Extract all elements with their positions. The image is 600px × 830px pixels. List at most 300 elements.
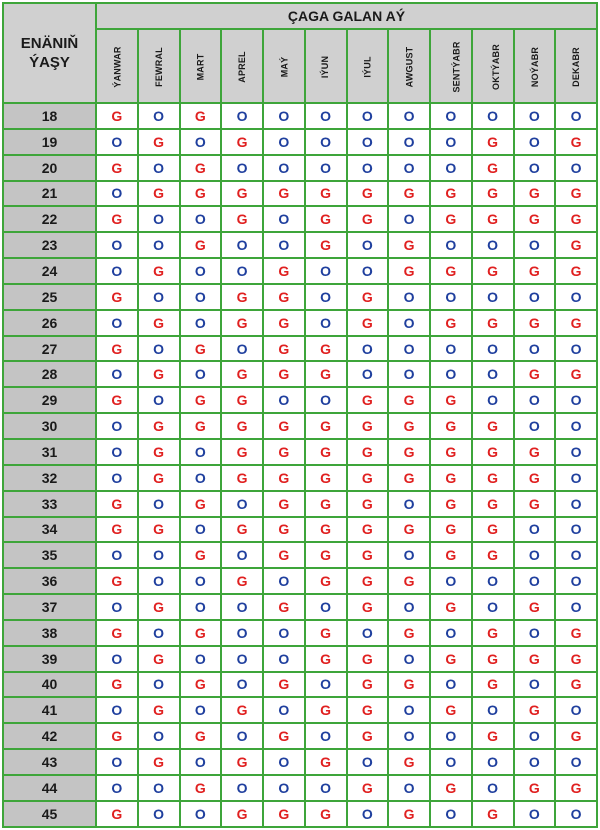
girl-mark-cell: G — [263, 258, 305, 284]
boy-mark-cell: O — [472, 232, 514, 258]
girl-mark-cell: G — [347, 310, 389, 336]
girl-mark-cell: G — [221, 387, 263, 413]
boy-mark-cell: O — [96, 361, 138, 387]
girl-mark-cell: G — [305, 336, 347, 362]
table-row — [3, 465, 597, 491]
boy-mark-cell: O — [180, 439, 222, 465]
girl-mark-cell: G — [138, 310, 180, 336]
table-row — [3, 568, 597, 594]
girl-mark-cell: G — [514, 439, 556, 465]
mother-age-cell: 41 — [3, 697, 96, 723]
boy-mark-cell: O — [472, 594, 514, 620]
boy-mark-cell: O — [388, 103, 430, 129]
boy-mark-cell: O — [430, 620, 472, 646]
girl-mark-cell: G — [180, 775, 222, 801]
boy-mark-cell: O — [347, 232, 389, 258]
boy-mark-cell: O — [555, 465, 597, 491]
girl-mark-cell: G — [472, 801, 514, 827]
mother-age-cell: 33 — [3, 491, 96, 517]
table-row — [3, 749, 597, 775]
boy-mark-cell: O — [555, 491, 597, 517]
girl-mark-cell: G — [138, 465, 180, 491]
girl-mark-cell: G — [430, 387, 472, 413]
girl-mark-cell: G — [388, 413, 430, 439]
girl-mark-cell: G — [555, 258, 597, 284]
boy-mark-cell: O — [138, 542, 180, 568]
girl-mark-cell: G — [472, 491, 514, 517]
table-row — [3, 206, 597, 232]
girl-mark-cell: G — [347, 672, 389, 698]
girl-mark-cell: G — [514, 594, 556, 620]
boy-mark-cell: O — [388, 594, 430, 620]
girl-mark-cell: G — [96, 336, 138, 362]
girl-mark-cell: G — [430, 465, 472, 491]
boy-mark-cell: O — [555, 517, 597, 543]
chart-body — [3, 103, 597, 827]
girl-mark-cell: G — [347, 491, 389, 517]
mother-age-cell: 22 — [3, 206, 96, 232]
boy-mark-cell: O — [430, 749, 472, 775]
boy-mark-cell: O — [96, 775, 138, 801]
girl-mark-cell: G — [472, 310, 514, 336]
girl-mark-cell: G — [305, 465, 347, 491]
mother-age-cell: 26 — [3, 310, 96, 336]
boy-mark-cell: O — [263, 387, 305, 413]
girl-mark-cell: G — [514, 697, 556, 723]
boy-mark-cell: O — [347, 620, 389, 646]
boy-mark-cell: O — [472, 775, 514, 801]
girl-mark-cell: G — [347, 284, 389, 310]
girl-mark-cell: G — [430, 181, 472, 207]
girl-mark-cell: G — [96, 491, 138, 517]
boy-mark-cell: O — [180, 310, 222, 336]
table-row — [3, 594, 597, 620]
girl-mark-cell: G — [180, 103, 222, 129]
boy-mark-cell: O — [221, 103, 263, 129]
girl-mark-cell: G — [263, 310, 305, 336]
boy-mark-cell: O — [221, 594, 263, 620]
table-row — [3, 646, 597, 672]
month-header — [96, 29, 138, 103]
girl-mark-cell: G — [472, 672, 514, 698]
girl-mark-cell: G — [305, 206, 347, 232]
mother-age-cell: 39 — [3, 646, 96, 672]
girl-mark-cell: G — [430, 697, 472, 723]
girl-mark-cell: G — [305, 361, 347, 387]
girl-mark-cell: G — [472, 181, 514, 207]
girl-mark-cell: G — [180, 232, 222, 258]
boy-mark-cell: O — [221, 336, 263, 362]
boy-mark-cell: O — [138, 336, 180, 362]
mother-age-cell: 29 — [3, 387, 96, 413]
boy-mark-cell: O — [305, 310, 347, 336]
month-label: IÝUN — [320, 55, 331, 79]
mother-age-cell: 30 — [3, 413, 96, 439]
table-row — [3, 387, 597, 413]
boy-mark-cell: O — [514, 232, 556, 258]
girl-mark-cell: G — [305, 413, 347, 439]
boy-mark-cell: O — [388, 542, 430, 568]
girl-mark-cell: G — [555, 206, 597, 232]
boy-mark-cell: O — [430, 103, 472, 129]
boy-mark-cell: O — [388, 775, 430, 801]
girl-mark-cell: G — [138, 361, 180, 387]
girl-mark-cell: G — [263, 672, 305, 698]
boy-mark-cell: O — [430, 129, 472, 155]
girl-mark-cell: G — [472, 155, 514, 181]
girl-mark-cell: G — [430, 542, 472, 568]
girl-mark-cell: G — [514, 646, 556, 672]
boy-mark-cell: O — [96, 465, 138, 491]
girl-mark-cell: G — [555, 672, 597, 698]
girl-mark-cell: G — [221, 517, 263, 543]
girl-mark-cell: G — [263, 465, 305, 491]
table-row — [3, 155, 597, 181]
girl-mark-cell: G — [514, 361, 556, 387]
girl-mark-cell: G — [347, 646, 389, 672]
table-row — [3, 801, 597, 827]
boy-mark-cell: O — [430, 568, 472, 594]
girl-mark-cell: G — [472, 129, 514, 155]
girl-mark-cell: G — [388, 749, 430, 775]
boy-mark-cell: O — [555, 697, 597, 723]
girl-mark-cell: G — [180, 387, 222, 413]
boy-mark-cell: O — [180, 129, 222, 155]
boy-mark-cell: O — [430, 336, 472, 362]
boy-mark-cell: O — [180, 801, 222, 827]
mother-age-cell: 28 — [3, 361, 96, 387]
girl-mark-cell: G — [514, 258, 556, 284]
boy-mark-cell: O — [263, 129, 305, 155]
boy-mark-cell: O — [472, 284, 514, 310]
mother-age-cell: 25 — [3, 284, 96, 310]
girl-mark-cell: G — [430, 413, 472, 439]
boy-mark-cell: O — [514, 155, 556, 181]
table-row — [3, 103, 597, 129]
girl-mark-cell: G — [221, 284, 263, 310]
girl-mark-cell: G — [305, 697, 347, 723]
boy-mark-cell: O — [96, 181, 138, 207]
girl-mark-cell: G — [472, 620, 514, 646]
boy-mark-cell: O — [514, 801, 556, 827]
boy-mark-cell: O — [263, 620, 305, 646]
boy-mark-cell: O — [514, 749, 556, 775]
girl-mark-cell: G — [96, 387, 138, 413]
boy-mark-cell: O — [347, 336, 389, 362]
table-row — [3, 181, 597, 207]
boy-mark-cell: O — [305, 103, 347, 129]
month-label: MAÝ — [278, 56, 289, 78]
boy-mark-cell: O — [263, 232, 305, 258]
boy-mark-cell: O — [221, 620, 263, 646]
mother-age-header: ENÄNIŇ ÝAŞY — [3, 3, 96, 103]
girl-mark-cell: G — [514, 775, 556, 801]
boy-mark-cell: O — [430, 361, 472, 387]
boy-mark-cell: O — [305, 155, 347, 181]
boy-mark-cell: O — [138, 491, 180, 517]
girl-mark-cell: G — [388, 517, 430, 543]
mother-age-cell: 34 — [3, 517, 96, 543]
table-row — [3, 775, 597, 801]
boy-mark-cell: O — [138, 387, 180, 413]
table-row — [3, 129, 597, 155]
boy-mark-cell: O — [305, 723, 347, 749]
boy-mark-cell: O — [555, 801, 597, 827]
boy-mark-cell: O — [472, 336, 514, 362]
mother-age-cell: 38 — [3, 620, 96, 646]
boy-mark-cell: O — [388, 284, 430, 310]
boy-mark-cell: O — [263, 155, 305, 181]
boy-mark-cell: O — [555, 568, 597, 594]
girl-mark-cell: G — [347, 542, 389, 568]
girl-mark-cell: G — [263, 439, 305, 465]
table-row — [3, 361, 597, 387]
boy-mark-cell: O — [138, 155, 180, 181]
boy-mark-cell: O — [514, 517, 556, 543]
girl-mark-cell: G — [221, 413, 263, 439]
girl-mark-cell: G — [180, 672, 222, 698]
girl-mark-cell: G — [138, 413, 180, 439]
gender-chart — [2, 2, 598, 828]
boy-mark-cell: O — [263, 646, 305, 672]
girl-mark-cell: G — [555, 620, 597, 646]
boy-mark-cell: O — [180, 697, 222, 723]
girl-mark-cell: G — [305, 749, 347, 775]
girl-mark-cell: G — [388, 465, 430, 491]
boy-mark-cell: O — [96, 646, 138, 672]
table-row — [3, 310, 597, 336]
title-row — [3, 3, 597, 29]
boy-mark-cell: O — [514, 103, 556, 129]
girl-mark-cell: G — [472, 206, 514, 232]
boy-mark-cell: O — [221, 232, 263, 258]
month-label: APREL — [237, 51, 248, 83]
month-header — [347, 29, 389, 103]
girl-mark-cell: G — [180, 181, 222, 207]
boy-mark-cell: O — [305, 129, 347, 155]
boy-mark-cell: O — [514, 620, 556, 646]
girl-mark-cell: G — [263, 491, 305, 517]
girl-mark-cell: G — [138, 129, 180, 155]
boy-mark-cell: O — [388, 723, 430, 749]
month-header — [514, 29, 556, 103]
boy-mark-cell: O — [138, 103, 180, 129]
girl-mark-cell: G — [305, 542, 347, 568]
boy-mark-cell: O — [388, 155, 430, 181]
girl-mark-cell: G — [138, 646, 180, 672]
girl-mark-cell: G — [263, 542, 305, 568]
boy-mark-cell: O — [514, 129, 556, 155]
girl-mark-cell: G — [388, 232, 430, 258]
boy-mark-cell: O — [555, 336, 597, 362]
girl-mark-cell: G — [514, 310, 556, 336]
girl-mark-cell: G — [263, 723, 305, 749]
boy-mark-cell: O — [263, 206, 305, 232]
girl-mark-cell: G — [472, 517, 514, 543]
boy-mark-cell: O — [180, 594, 222, 620]
boy-mark-cell: O — [388, 129, 430, 155]
girl-mark-cell: G — [180, 620, 222, 646]
girl-mark-cell: G — [96, 620, 138, 646]
girl-mark-cell: G — [430, 517, 472, 543]
table-row — [3, 439, 597, 465]
girl-mark-cell: G — [347, 206, 389, 232]
month-header — [388, 29, 430, 103]
girl-mark-cell: G — [388, 258, 430, 284]
month-header — [221, 29, 263, 103]
boy-mark-cell: O — [180, 465, 222, 491]
girl-mark-cell: G — [96, 103, 138, 129]
girl-mark-cell: G — [96, 801, 138, 827]
mother-age-cell: 20 — [3, 155, 96, 181]
baby-month-header: ÇAGA GALAN AÝ — [96, 3, 597, 29]
girl-mark-cell: G — [305, 801, 347, 827]
girl-mark-cell: G — [388, 439, 430, 465]
boy-mark-cell: O — [514, 568, 556, 594]
boy-mark-cell: O — [430, 232, 472, 258]
boy-mark-cell: O — [96, 439, 138, 465]
boy-mark-cell: O — [472, 387, 514, 413]
girl-mark-cell: G — [96, 568, 138, 594]
girl-mark-cell: G — [180, 413, 222, 439]
girl-mark-cell: G — [263, 413, 305, 439]
month-label: MART — [195, 53, 206, 81]
boy-mark-cell: O — [221, 542, 263, 568]
boy-mark-cell: O — [555, 439, 597, 465]
mother-age-cell: 42 — [3, 723, 96, 749]
boy-mark-cell: O — [347, 103, 389, 129]
girl-mark-cell: G — [347, 387, 389, 413]
girl-mark-cell: G — [472, 258, 514, 284]
girl-mark-cell: G — [555, 310, 597, 336]
girl-mark-cell: G — [430, 594, 472, 620]
girl-mark-cell: G — [472, 465, 514, 491]
girl-mark-cell: G — [347, 697, 389, 723]
girl-mark-cell: G — [221, 749, 263, 775]
boy-mark-cell: O — [221, 672, 263, 698]
table-row — [3, 672, 597, 698]
girl-mark-cell: G — [388, 620, 430, 646]
girl-mark-cell: G — [221, 129, 263, 155]
girl-mark-cell: G — [138, 697, 180, 723]
month-label: SENTÝABR — [451, 41, 462, 93]
girl-mark-cell: G — [555, 129, 597, 155]
mother-age-cell: 21 — [3, 181, 96, 207]
girl-mark-cell: G — [514, 465, 556, 491]
girl-mark-cell: G — [221, 568, 263, 594]
mother-age-cell: 19 — [3, 129, 96, 155]
boy-mark-cell: O — [555, 542, 597, 568]
girl-mark-cell: G — [221, 181, 263, 207]
boy-mark-cell: O — [430, 284, 472, 310]
boy-mark-cell: O — [221, 155, 263, 181]
boy-mark-cell: O — [180, 284, 222, 310]
boy-mark-cell: O — [221, 775, 263, 801]
girl-mark-cell: G — [263, 361, 305, 387]
mother-age-cell: 23 — [3, 232, 96, 258]
girl-mark-cell: G — [263, 517, 305, 543]
girl-mark-cell: G — [305, 439, 347, 465]
boy-mark-cell: O — [305, 284, 347, 310]
girl-mark-cell: G — [138, 439, 180, 465]
girl-mark-cell: G — [388, 672, 430, 698]
boy-mark-cell: O — [305, 775, 347, 801]
boy-mark-cell: O — [180, 749, 222, 775]
mother-age-cell: 27 — [3, 336, 96, 362]
girl-mark-cell: G — [221, 361, 263, 387]
girl-mark-cell: G — [96, 517, 138, 543]
mother-age-cell: 45 — [3, 801, 96, 827]
girl-mark-cell: G — [221, 439, 263, 465]
girl-mark-cell: G — [472, 413, 514, 439]
boy-mark-cell: O — [305, 672, 347, 698]
table-row — [3, 542, 597, 568]
girl-mark-cell: G — [514, 491, 556, 517]
boy-mark-cell: O — [96, 310, 138, 336]
girl-mark-cell: G — [555, 232, 597, 258]
boy-mark-cell: O — [96, 542, 138, 568]
month-label: ÝANWAR — [112, 46, 123, 88]
boy-mark-cell: O — [96, 697, 138, 723]
girl-mark-cell: G — [263, 336, 305, 362]
girl-mark-cell: G — [347, 439, 389, 465]
table-row — [3, 491, 597, 517]
table-row — [3, 413, 597, 439]
mother-age-cell: 31 — [3, 439, 96, 465]
boy-mark-cell: O — [96, 258, 138, 284]
girl-mark-cell: G — [347, 465, 389, 491]
girl-mark-cell: G — [555, 646, 597, 672]
girl-mark-cell: G — [347, 413, 389, 439]
boy-mark-cell: O — [430, 155, 472, 181]
girl-mark-cell: G — [138, 517, 180, 543]
boy-mark-cell: O — [347, 129, 389, 155]
boy-mark-cell: O — [388, 646, 430, 672]
table-row — [3, 258, 597, 284]
girl-mark-cell: G — [96, 723, 138, 749]
girl-mark-cell: G — [180, 542, 222, 568]
girl-mark-cell: G — [305, 620, 347, 646]
girl-mark-cell: G — [472, 646, 514, 672]
girl-mark-cell: G — [305, 517, 347, 543]
boy-mark-cell: O — [180, 361, 222, 387]
boy-mark-cell: O — [388, 206, 430, 232]
girl-mark-cell: G — [138, 594, 180, 620]
month-header — [430, 29, 472, 103]
girl-mark-cell: G — [555, 361, 597, 387]
month-header — [472, 29, 514, 103]
mother-age-cell: 40 — [3, 672, 96, 698]
girl-mark-cell: G — [430, 310, 472, 336]
girl-mark-cell: G — [347, 594, 389, 620]
mother-age-cell: 44 — [3, 775, 96, 801]
girl-mark-cell: G — [430, 206, 472, 232]
girl-mark-cell: G — [430, 491, 472, 517]
month-header — [263, 29, 305, 103]
girl-mark-cell: G — [180, 336, 222, 362]
boy-mark-cell: O — [96, 413, 138, 439]
boy-mark-cell: O — [347, 749, 389, 775]
month-label: NOÝABR — [529, 46, 540, 88]
month-header — [180, 29, 222, 103]
girl-mark-cell: G — [347, 517, 389, 543]
month-header — [555, 29, 597, 103]
boy-mark-cell: O — [347, 155, 389, 181]
girl-mark-cell: G — [430, 439, 472, 465]
girl-mark-cell: G — [263, 594, 305, 620]
boy-mark-cell: O — [514, 542, 556, 568]
boy-mark-cell: O — [96, 749, 138, 775]
